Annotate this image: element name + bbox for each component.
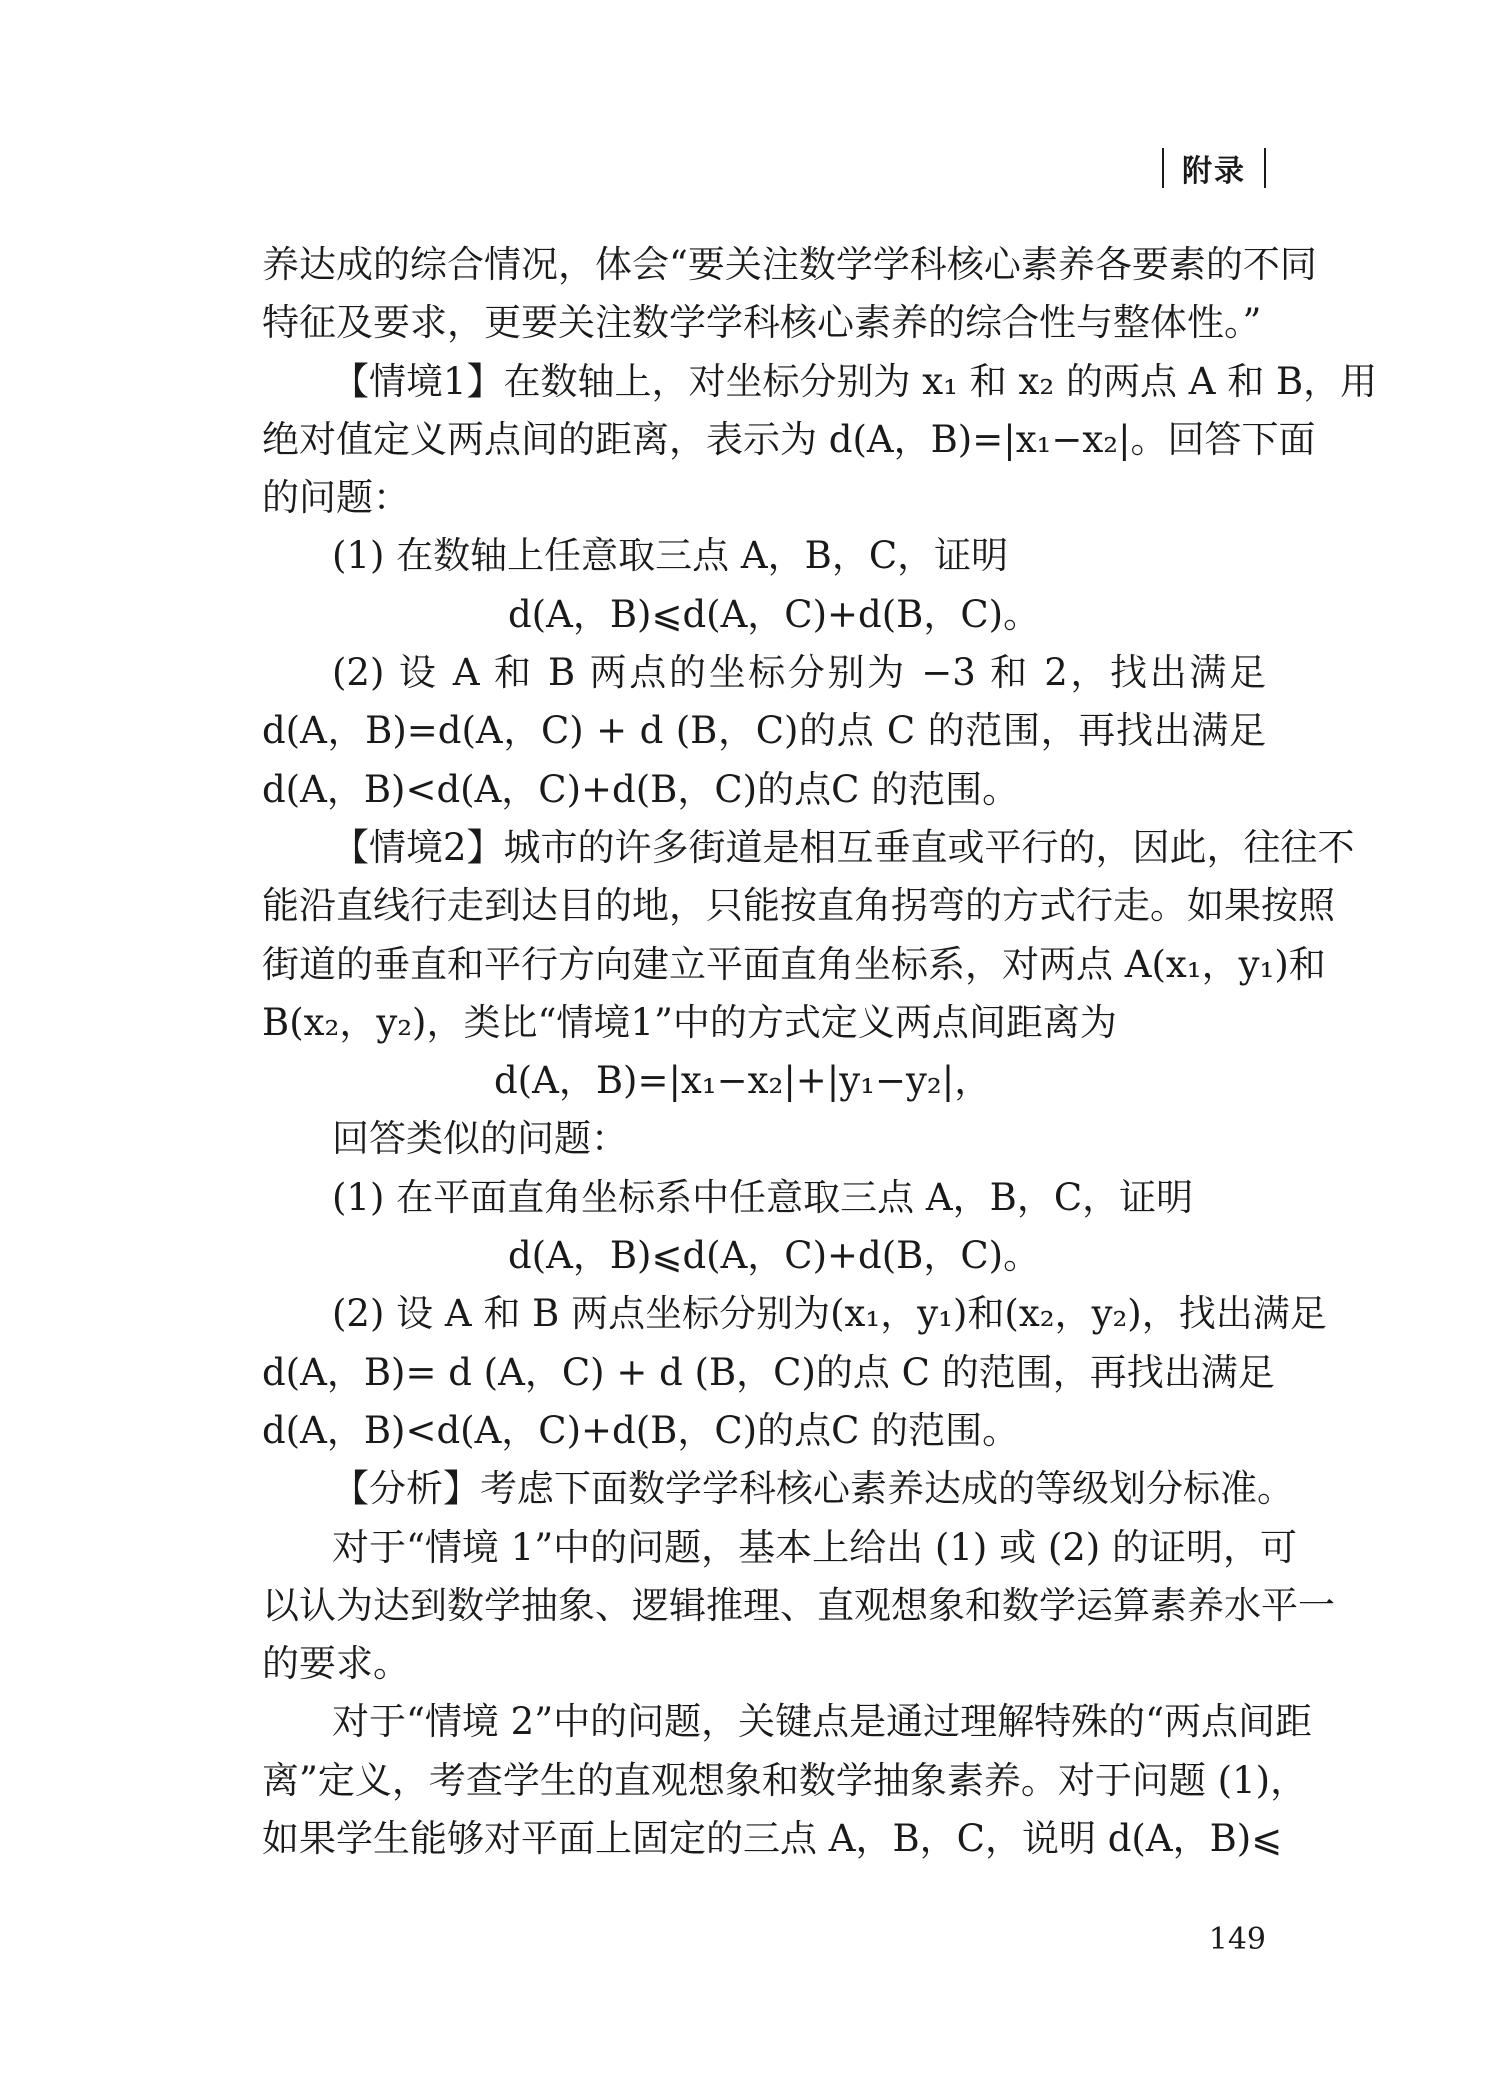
text-line: 以认为达到数学抽象、逻辑推理、直观想象和数学运算素养水平一: [262, 1583, 1335, 1627]
text-line: B(x₂，y₂)，类比“情境1”中的方式定义两点间距离为: [262, 1000, 1117, 1044]
text-line: (1) 在平面直角坐标系中任意取三点 A，B，C，证明: [332, 1175, 1194, 1219]
header-right-rule: [1264, 148, 1266, 188]
running-title: 附录: [1182, 154, 1246, 189]
text-line: d(A，B)=d(A，C) + d (B，C)的点 C 的范围，再找出满足: [262, 709, 1266, 753]
text-line: 对于“情境 2”中的问题，关键点是通过理解特殊的“两点间距: [332, 1700, 1313, 1744]
text-line: 离”定义，考查学生的直观想象和数学抽象素养。对于问题 (1)，: [262, 1758, 1308, 1802]
text-line: (2) 设 A 和 B 两点坐标分别为(x₁，y₁)和(x₂，y₂)，找出满足: [332, 1292, 1327, 1336]
text-line: 养达成的综合情况，体会“要关注数学学科核心素养各要素的不同: [262, 243, 1317, 286]
page-number: 149: [1208, 1922, 1266, 1957]
text-line: d(A，B)<d(A，C)+d(B，C)的点C 的范围。: [262, 767, 1020, 811]
text-line: d(A，B)<d(A，C)+d(B，C)的点C 的范围。: [262, 1408, 1020, 1452]
text-line: (2) 设 A 和 B 两点的坐标分别为 −3 和 2，找出满足: [332, 651, 1266, 695]
body-text: [262, 236, 1378, 1868]
text-line: 回答类似的问题：: [332, 1117, 628, 1161]
formula-line: d(A，B)⩽d(A，C)+d(B，C)。: [508, 1234, 1041, 1278]
running-header: [1148, 146, 1280, 190]
text-line: 【情境2】城市的许多街道是相互垂直或平行的，因此，往往不: [332, 825, 1355, 869]
text-line: 如果学生能够对平面上固定的三点 A，B，C，说明 d(A，B)⩽: [262, 1817, 1283, 1861]
formula-line: d(A，B)=|x₁−x₂|+|y₁−y₂|，: [494, 1059, 992, 1103]
text-line: 特征及要求，更要关注数学学科核心素养的综合性与整体性。”: [262, 301, 1262, 345]
text-line: 的问题：: [262, 476, 410, 520]
text-line: 【情境1】在数轴上，对坐标分别为 x₁ 和 x₂ 的两点 A 和 B，用: [332, 359, 1378, 403]
text-line: 能沿直线行走到达目的地，只能按直角拐弯的方式行走。如果按照: [262, 884, 1335, 928]
text-line: 的要求。: [262, 1642, 410, 1686]
text-line: d(A，B)= d (A，C) + d (B，C)的点 C 的范围，再找出满足: [262, 1350, 1275, 1394]
text-line: (1) 在数轴上任意取三点 A，B，C，证明: [332, 534, 1009, 578]
formula-line: d(A，B)⩽d(A，C)+d(B，C)。: [508, 592, 1041, 636]
text-line: 【分析】考虑下面数学学科核心素养达成的等级划分标准。: [332, 1467, 1294, 1511]
text-line: 对于“情境 1”中的问题，基本上给出 (1) 或 (2) 的证明，可: [332, 1525, 1297, 1569]
text-line: 街道的垂直和平行方向建立平面直角坐标系，对两点 A(x₁，y₁)和: [262, 942, 1326, 986]
text-line: 绝对值定义两点间的距离，表示为 d(A，B)=|x₁−x₂|。回答下面: [262, 417, 1316, 461]
